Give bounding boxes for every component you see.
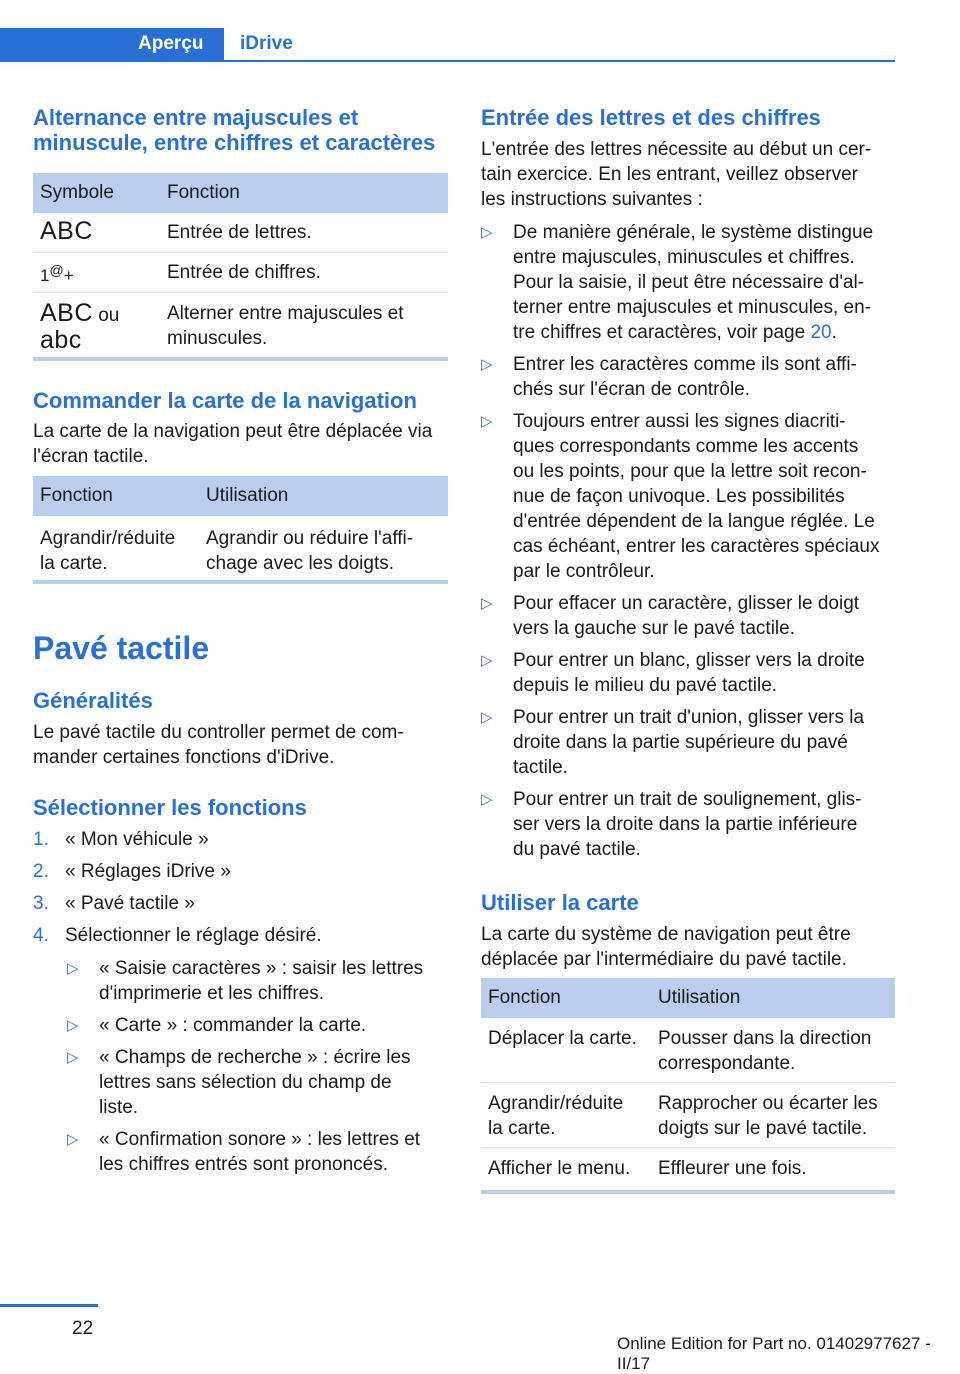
table-cell: Agrandir/réduite la carte. [488, 1093, 624, 1139]
title-line: minuscule, entre chiffres et caractères [33, 130, 436, 155]
column-header-fonction: Fonction [488, 987, 561, 1008]
touchpad-map-table [481, 978, 895, 1194]
table-cell: Alterner entre majuscules et minuscules. [167, 303, 404, 349]
page-number: 22 [72, 1318, 94, 1339]
triangle-bullet-icon: ▷ [67, 960, 79, 977]
table-cell: Pousser dans la direction correspondante. [658, 1028, 872, 1074]
list-item: ▷ Pour effacer un caractère, glisser le doigt vers la gauche sur le pavé tactile. [481, 593, 860, 639]
column-header-utilisation: Utilisation [206, 485, 289, 506]
triangle-bullet-icon: ▷ [481, 413, 493, 430]
column-header-symbole: Symbole [40, 182, 114, 203]
tab-apercu[interactable]: Aperçu [138, 33, 204, 54]
triangle-bullet-icon: ▷ [481, 224, 493, 241]
column-header-utilisation: Utilisation [658, 987, 741, 1008]
list-item: ▷ De manière générale, le système distingue entre majuscules, minuscules et chiffres. Pour la saisie, il peut être nécessaire d'al‐ terner entre majuscules et minuscules, en‐ tre chiffres et caractères, voir page 20. [481, 222, 874, 343]
table-row [33, 293, 448, 357]
list-item: 2. « Réglages iDrive » [33, 861, 231, 882]
column-header-fonction: Fonction [167, 182, 240, 203]
table-cell: Effleurer une fois. [658, 1158, 807, 1179]
table-row [481, 1148, 895, 1190]
instructions-list [481, 220, 895, 869]
list-item: ▷ « Champs de recherche » : écrire les lettres sans sélection du champ de liste. [67, 1047, 411, 1118]
table-row [481, 1083, 895, 1148]
title-line: Alternance entre majuscules et [33, 105, 359, 130]
section-text: L'entrée des lettres nécessite au début un cer‐ tain exercice. En les entrant, veillez observer les instructions suivantes : [481, 139, 872, 210]
section-title-entree: Entrée des lettres et des chiffres [481, 105, 821, 130]
triangle-bullet-icon: ▷ [481, 595, 493, 612]
list-item: 4. Sélectionner le réglage désiré. [33, 925, 322, 946]
map-control-table [33, 476, 448, 584]
list-item: 1. « Mon véhicule » [33, 829, 209, 850]
section-text: Le pavé tactile du controller permet de com‐ mander certaines fonctions d'iDrive. [33, 722, 404, 768]
table-row [33, 516, 448, 580]
header-rule [224, 60, 895, 62]
section-text: La carte de la navigation peut être déplacée via l'écran tactile. [33, 421, 433, 467]
list-item: ▷ « Carte » : commander la carte. [67, 1015, 367, 1036]
table-header [33, 173, 448, 213]
table-cell: Agrandir/réduite la carte. [40, 528, 176, 574]
table-row [33, 253, 448, 293]
table-header [481, 978, 895, 1018]
list-item: 3. « Pavé tactile » [33, 893, 195, 914]
triangle-bullet-icon: ▷ [67, 1131, 79, 1148]
triangle-bullet-icon: ▷ [481, 356, 493, 373]
list-item: ▷ Pour entrer un blanc, glisser vers la droite depuis le milieu du pavé tactile. [481, 650, 865, 696]
triangle-bullet-icon: ▷ [67, 1049, 79, 1066]
page-header [0, 0, 960, 62]
list-item: ▷ Toujours entrer aussi les signes diacriti‐ ques correspondants comme les accents ou les points, pour que la lettre soit recon‐ nue de façon univoque. Les possibilités d'entrée dépendent de la langue réglée. Le cas échéant, entrer les caractères spéciaux par le contrôleur. [481, 411, 880, 582]
numeric-symbol-icon: 1@+ [40, 261, 74, 285]
table-row [33, 213, 448, 253]
edition-note: Online Edition for Part no. 01402977627 - II/17 [617, 1334, 931, 1373]
table-cell: Agrandir ou réduire l'affi‐ chage avec les doigts. [206, 528, 414, 574]
list-item: ▷ « Confirmation sonore » : les lettres et les chiffres entrés sont prononcés. [67, 1129, 421, 1175]
list-item: ▷ « Saisie caractères » : saisir les lettres d'imprimerie et les chiffres. [67, 958, 424, 1004]
section-title-selectionner: Sélectionner les fonctions [33, 795, 307, 820]
triangle-bullet-icon: ▷ [481, 791, 493, 808]
abc-symbol-icon: ABC [40, 217, 93, 245]
section-title-utiliser: Utiliser la carte [481, 890, 639, 915]
triangle-bullet-icon: ▷ [481, 709, 493, 726]
tab-idrive[interactable]: iDrive [240, 33, 293, 54]
footer-rule [0, 1304, 98, 1307]
triangle-bullet-icon: ▷ [481, 652, 493, 669]
symbol-table [33, 173, 448, 361]
table-cell: Rapprocher ou écarter les doigts sur le pavé tactile. [658, 1093, 878, 1139]
table-cell: Afficher le menu. [488, 1158, 631, 1179]
table-cell: Entrée de chiffres. [167, 262, 321, 283]
column-header-fonction: Fonction [40, 485, 113, 506]
list-item: ▷ Pour entrer un trait de soulignement, glis‐ ser vers la droite dans la partie inférieure du pavé tactile. [481, 789, 862, 860]
case-toggle-symbol-icon: ABC ou abc [40, 299, 120, 354]
section-title-generalites: Généralités [33, 688, 153, 713]
section-title-commander: Commander la carte de la navigation [33, 388, 417, 413]
table-cell: Entrée de lettres. [167, 222, 312, 243]
table-row [481, 1018, 895, 1083]
section-text: La carte du système de navigation peut être déplacée par l'intermédiaire du pavé tactile. [481, 924, 851, 970]
triangle-bullet-icon: ▷ [67, 1017, 79, 1034]
list-item: ▷ Pour entrer un trait d'union, glisser vers la droite dans la partie supérieure du pavé tactile. [481, 707, 865, 778]
substeps-list [67, 956, 447, 1184]
chapter-title: Pavé tactile [33, 630, 210, 666]
steps-list [33, 827, 448, 955]
section-title-alternance [33, 105, 448, 155]
page-link[interactable]: 20 [810, 322, 832, 343]
list-item: ▷ Entrer les caractères comme ils sont affi‐ chés sur l'écran de contrôle. [481, 354, 857, 400]
table-header [33, 476, 448, 516]
table-cell: Déplacer la carte. [488, 1028, 637, 1049]
